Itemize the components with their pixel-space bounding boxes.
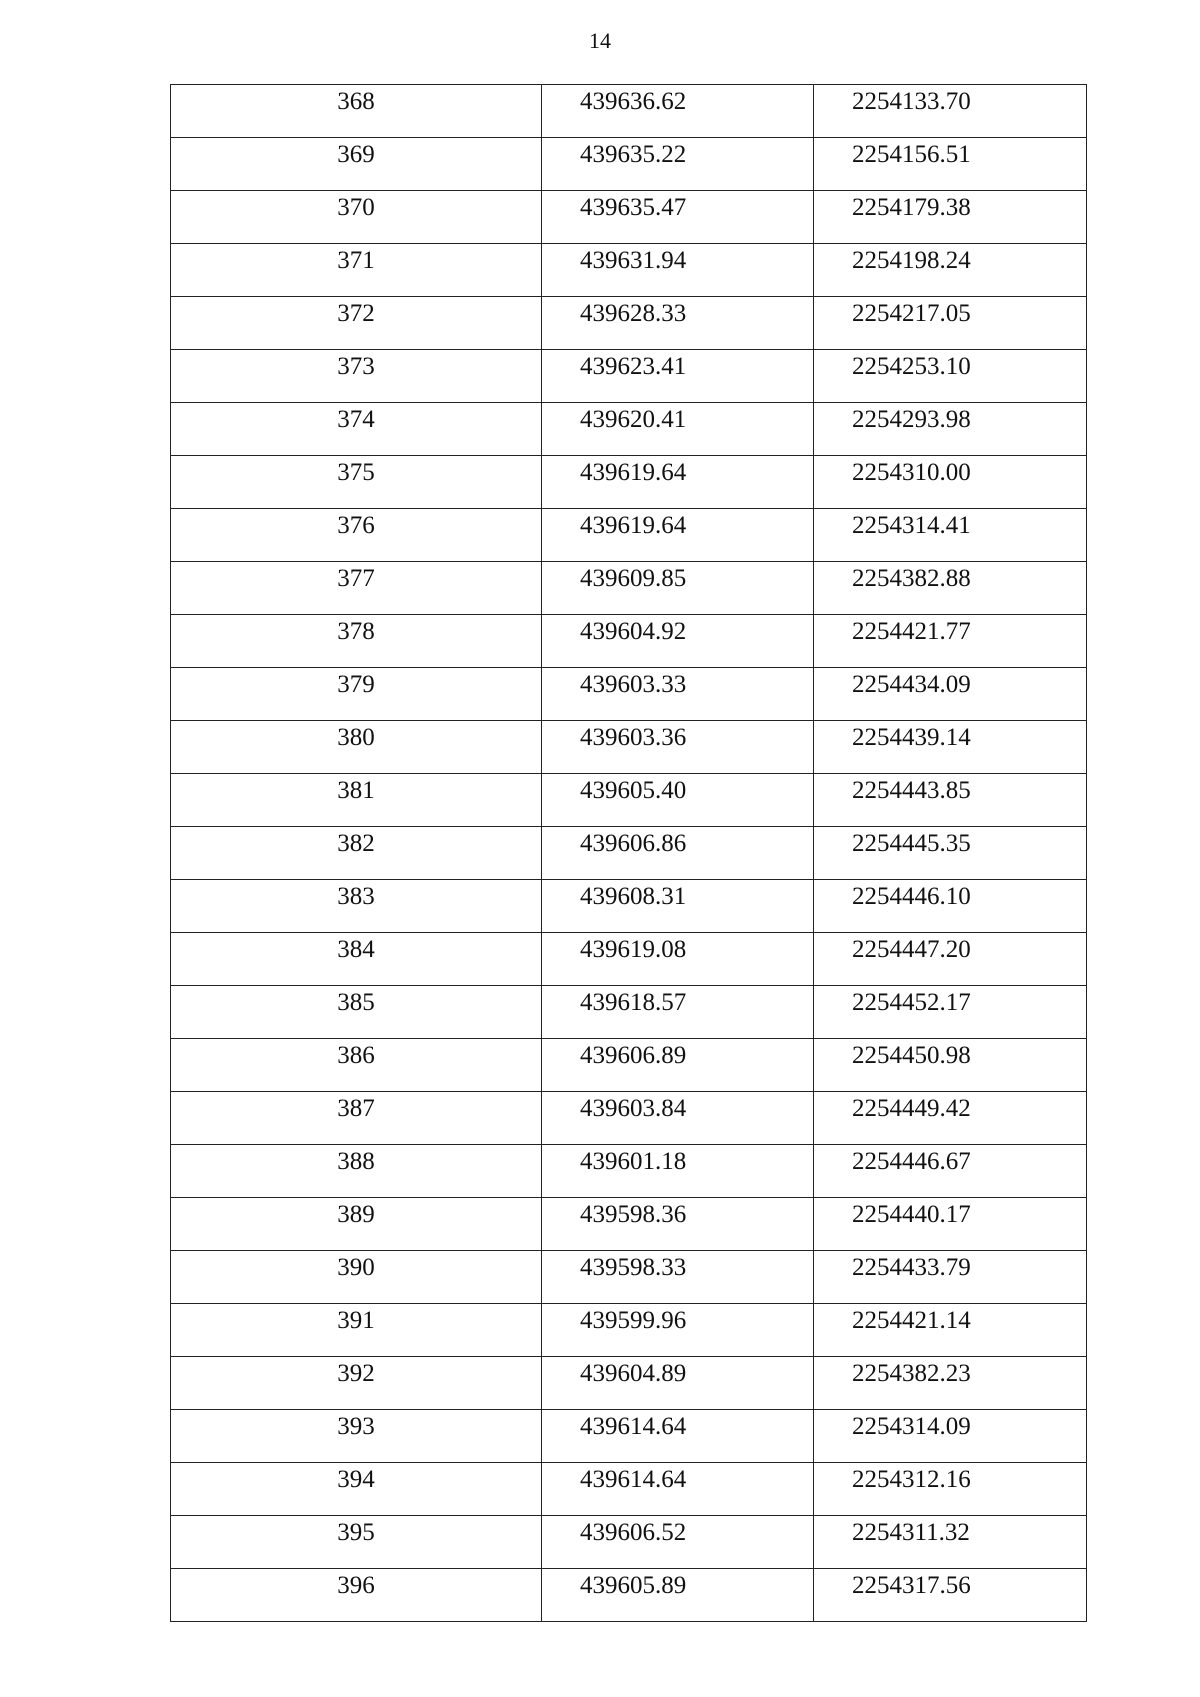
y-coordinate-value: 2254179.38 (852, 194, 971, 221)
point-number-value: 375 (337, 459, 375, 486)
point-number-cell (171, 1357, 542, 1410)
y-coordinate-cell (814, 1357, 1087, 1410)
x-coordinate-cell (542, 191, 814, 244)
table-row (171, 1251, 1087, 1304)
y-coordinate-value: 2254314.09 (852, 1413, 971, 1440)
y-coordinate-cell (814, 1304, 1087, 1357)
point-number-value: 386 (337, 1042, 375, 1069)
point-number-cell (171, 1304, 542, 1357)
y-coordinate-cell (814, 1516, 1087, 1569)
coordinates-table-body (171, 85, 1087, 1622)
x-coordinate-value: 439608.31 (580, 883, 687, 910)
point-number-cell (171, 191, 542, 244)
x-coordinate-value: 439603.33 (580, 671, 687, 698)
table-row (171, 191, 1087, 244)
y-coordinate-value: 2254446.10 (852, 883, 971, 910)
x-coordinate-cell (542, 1145, 814, 1198)
x-coordinate-value: 439619.08 (580, 936, 687, 963)
y-coordinate-cell (814, 774, 1087, 827)
point-number-value: 374 (337, 406, 375, 433)
y-coordinate-cell (814, 350, 1087, 403)
x-coordinate-cell (542, 350, 814, 403)
y-coordinate-value: 2254439.14 (852, 724, 971, 751)
y-coordinate-cell (814, 509, 1087, 562)
y-coordinate-value: 2254450.98 (852, 1042, 971, 1069)
y-coordinate-value: 2254440.17 (852, 1201, 971, 1228)
table-row (171, 456, 1087, 509)
table-row (171, 1357, 1087, 1410)
table-row (171, 721, 1087, 774)
point-number-value: 384 (337, 936, 375, 963)
y-coordinate-value: 2254421.14 (852, 1307, 971, 1334)
table-row (171, 827, 1087, 880)
x-coordinate-cell (542, 933, 814, 986)
point-number-value: 379 (337, 671, 375, 698)
point-number-value: 389 (337, 1201, 375, 1228)
point-number-cell (171, 1463, 542, 1516)
x-coordinate-cell (542, 721, 814, 774)
y-coordinate-value: 2254314.41 (852, 512, 971, 539)
y-coordinate-value: 2254317.56 (852, 1572, 971, 1599)
y-coordinate-cell (814, 138, 1087, 191)
x-coordinate-value: 439614.64 (580, 1466, 687, 1493)
table-row (171, 880, 1087, 933)
x-coordinate-value: 439598.33 (580, 1254, 687, 1281)
y-coordinate-value: 2254433.79 (852, 1254, 971, 1281)
table-row (171, 668, 1087, 721)
y-coordinate-cell (814, 403, 1087, 456)
x-coordinate-value: 439628.33 (580, 300, 687, 327)
y-coordinate-cell (814, 297, 1087, 350)
point-number-value: 383 (337, 883, 375, 910)
y-coordinate-value: 2254133.70 (852, 88, 971, 115)
x-coordinate-cell (542, 1569, 814, 1622)
x-coordinate-value: 439618.57 (580, 989, 687, 1016)
table-row (171, 615, 1087, 668)
point-number-value: 371 (337, 247, 375, 274)
point-number-value: 391 (337, 1307, 375, 1334)
x-coordinate-value: 439609.85 (580, 565, 687, 592)
point-number-value: 370 (337, 194, 375, 221)
table-row (171, 986, 1087, 1039)
x-coordinate-cell (542, 509, 814, 562)
point-number-value: 373 (337, 353, 375, 380)
point-number-value: 394 (337, 1466, 375, 1493)
x-coordinate-value: 439619.64 (580, 459, 687, 486)
y-coordinate-cell (814, 721, 1087, 774)
point-number-cell (171, 774, 542, 827)
y-coordinate-value: 2254382.23 (852, 1360, 971, 1387)
point-number-value: 368 (337, 88, 375, 115)
point-number-value: 387 (337, 1095, 375, 1122)
table-row (171, 297, 1087, 350)
y-coordinate-cell (814, 615, 1087, 668)
y-coordinate-value: 2254293.98 (852, 406, 971, 433)
point-number-value: 390 (337, 1254, 375, 1281)
y-coordinate-value: 2254434.09 (852, 671, 971, 698)
point-number-cell (171, 1569, 542, 1622)
y-coordinate-value: 2254311.32 (852, 1519, 970, 1546)
y-coordinate-value: 2254253.10 (852, 353, 971, 380)
x-coordinate-cell (542, 1198, 814, 1251)
y-coordinate-cell (814, 244, 1087, 297)
y-coordinate-value: 2254156.51 (852, 141, 971, 168)
y-coordinate-cell (814, 1092, 1087, 1145)
x-coordinate-cell (542, 1463, 814, 1516)
table-row (171, 244, 1087, 297)
x-coordinate-cell (542, 244, 814, 297)
table-row (171, 1304, 1087, 1357)
x-coordinate-cell (542, 1251, 814, 1304)
x-coordinate-value: 439603.36 (580, 724, 687, 751)
x-coordinate-cell (542, 827, 814, 880)
x-coordinate-value: 439605.89 (580, 1572, 687, 1599)
point-number-cell (171, 85, 542, 138)
x-coordinate-value: 439606.86 (580, 830, 687, 857)
x-coordinate-cell (542, 774, 814, 827)
point-number-cell (171, 1198, 542, 1251)
point-number-cell (171, 297, 542, 350)
point-number-value: 369 (337, 141, 375, 168)
x-coordinate-value: 439606.89 (580, 1042, 687, 1069)
table-row (171, 1092, 1087, 1145)
x-coordinate-cell (542, 986, 814, 1039)
table-row (171, 1516, 1087, 1569)
point-number-value: 380 (337, 724, 375, 751)
y-coordinate-value: 2254310.00 (852, 459, 971, 486)
x-coordinate-cell (542, 562, 814, 615)
y-coordinate-cell (814, 1569, 1087, 1622)
table-row (171, 933, 1087, 986)
y-coordinate-cell (814, 1039, 1087, 1092)
point-number-cell (171, 986, 542, 1039)
x-coordinate-value: 439604.92 (580, 618, 687, 645)
y-coordinate-value: 2254198.24 (852, 247, 971, 274)
point-number-cell (171, 1251, 542, 1304)
x-coordinate-value: 439603.84 (580, 1095, 687, 1122)
x-coordinate-cell (542, 297, 814, 350)
y-coordinate-cell (814, 1410, 1087, 1463)
point-number-cell (171, 244, 542, 297)
y-coordinate-value: 2254452.17 (852, 989, 971, 1016)
y-coordinate-cell (814, 456, 1087, 509)
point-number-cell (171, 827, 542, 880)
x-coordinate-value: 439599.96 (580, 1307, 687, 1334)
point-number-cell (171, 350, 542, 403)
point-number-cell (171, 1039, 542, 1092)
x-coordinate-value: 439635.47 (580, 194, 687, 221)
y-coordinate-cell (814, 880, 1087, 933)
point-number-value: 392 (337, 1360, 375, 1387)
point-number-value: 393 (337, 1413, 375, 1440)
table-row (171, 1039, 1087, 1092)
y-coordinate-cell (814, 986, 1087, 1039)
point-number-value: 396 (337, 1572, 375, 1599)
point-number-value: 388 (337, 1148, 375, 1175)
y-coordinate-cell (814, 827, 1087, 880)
table-row (171, 1463, 1087, 1516)
table-row (171, 1198, 1087, 1251)
point-number-cell (171, 562, 542, 615)
x-coordinate-value: 439598.36 (580, 1201, 687, 1228)
x-coordinate-cell (542, 615, 814, 668)
x-coordinate-cell (542, 1304, 814, 1357)
y-coordinate-cell (814, 562, 1087, 615)
x-coordinate-cell (542, 1357, 814, 1410)
table-row (171, 403, 1087, 456)
y-coordinate-cell (814, 1145, 1087, 1198)
x-coordinate-value: 439636.62 (580, 88, 687, 115)
point-number-cell (171, 933, 542, 986)
x-coordinate-cell (542, 880, 814, 933)
x-coordinate-cell (542, 403, 814, 456)
point-number-cell (171, 138, 542, 191)
x-coordinate-value: 439604.89 (580, 1360, 687, 1387)
y-coordinate-cell (814, 1463, 1087, 1516)
table-row (171, 1410, 1087, 1463)
x-coordinate-value: 439620.41 (580, 406, 687, 433)
x-coordinate-value: 439606.52 (580, 1519, 687, 1546)
table-row (171, 138, 1087, 191)
y-coordinate-value: 2254447.20 (852, 936, 971, 963)
y-coordinate-value: 2254217.05 (852, 300, 971, 327)
table-row (171, 85, 1087, 138)
point-number-value: 372 (337, 300, 375, 327)
point-number-value: 382 (337, 830, 375, 857)
point-number-value: 385 (337, 989, 375, 1016)
y-coordinate-cell (814, 668, 1087, 721)
point-number-cell (171, 880, 542, 933)
point-number-cell (171, 668, 542, 721)
point-number-value: 395 (337, 1519, 375, 1546)
x-coordinate-value: 439614.64 (580, 1413, 687, 1440)
y-coordinate-value: 2254312.16 (852, 1466, 971, 1493)
y-coordinate-cell (814, 933, 1087, 986)
table-row (171, 350, 1087, 403)
x-coordinate-value: 439635.22 (580, 141, 687, 168)
x-coordinate-cell (542, 668, 814, 721)
y-coordinate-cell (814, 85, 1087, 138)
y-coordinate-cell (814, 1251, 1087, 1304)
coordinates-table (170, 84, 1087, 1622)
table-row (171, 562, 1087, 615)
point-number-cell (171, 1516, 542, 1569)
point-number-cell (171, 721, 542, 774)
y-coordinate-value: 2254445.35 (852, 830, 971, 857)
x-coordinate-value: 439605.40 (580, 777, 687, 804)
point-number-cell (171, 456, 542, 509)
point-number-cell (171, 1145, 542, 1198)
point-number-cell (171, 615, 542, 668)
x-coordinate-cell (542, 1410, 814, 1463)
x-coordinate-cell (542, 85, 814, 138)
x-coordinate-value: 439631.94 (580, 247, 687, 274)
point-number-cell (171, 1410, 542, 1463)
page-number: 14 (589, 28, 611, 53)
y-coordinate-value: 2254421.77 (852, 618, 971, 645)
x-coordinate-cell (542, 138, 814, 191)
y-coordinate-cell (814, 191, 1087, 244)
x-coordinate-cell (542, 456, 814, 509)
x-coordinate-value: 439619.64 (580, 512, 687, 539)
y-coordinate-value: 2254449.42 (852, 1095, 971, 1122)
x-coordinate-cell (542, 1039, 814, 1092)
point-number-cell (171, 403, 542, 456)
table-row (171, 1145, 1087, 1198)
x-coordinate-value: 439623.41 (580, 353, 687, 380)
y-coordinate-cell (814, 1198, 1087, 1251)
y-coordinate-value: 2254446.67 (852, 1148, 971, 1175)
table-row (171, 774, 1087, 827)
point-number-cell (171, 1092, 542, 1145)
point-number-cell (171, 509, 542, 562)
point-number-value: 381 (337, 777, 375, 804)
x-coordinate-cell (542, 1092, 814, 1145)
y-coordinate-value: 2254382.88 (852, 565, 971, 592)
point-number-value: 376 (337, 512, 375, 539)
table-row (171, 509, 1087, 562)
point-number-value: 378 (337, 618, 375, 645)
x-coordinate-cell (542, 1516, 814, 1569)
table-row (171, 1569, 1087, 1622)
x-coordinate-value: 439601.18 (580, 1148, 687, 1175)
y-coordinate-value: 2254443.85 (852, 777, 971, 804)
point-number-value: 377 (337, 565, 375, 592)
